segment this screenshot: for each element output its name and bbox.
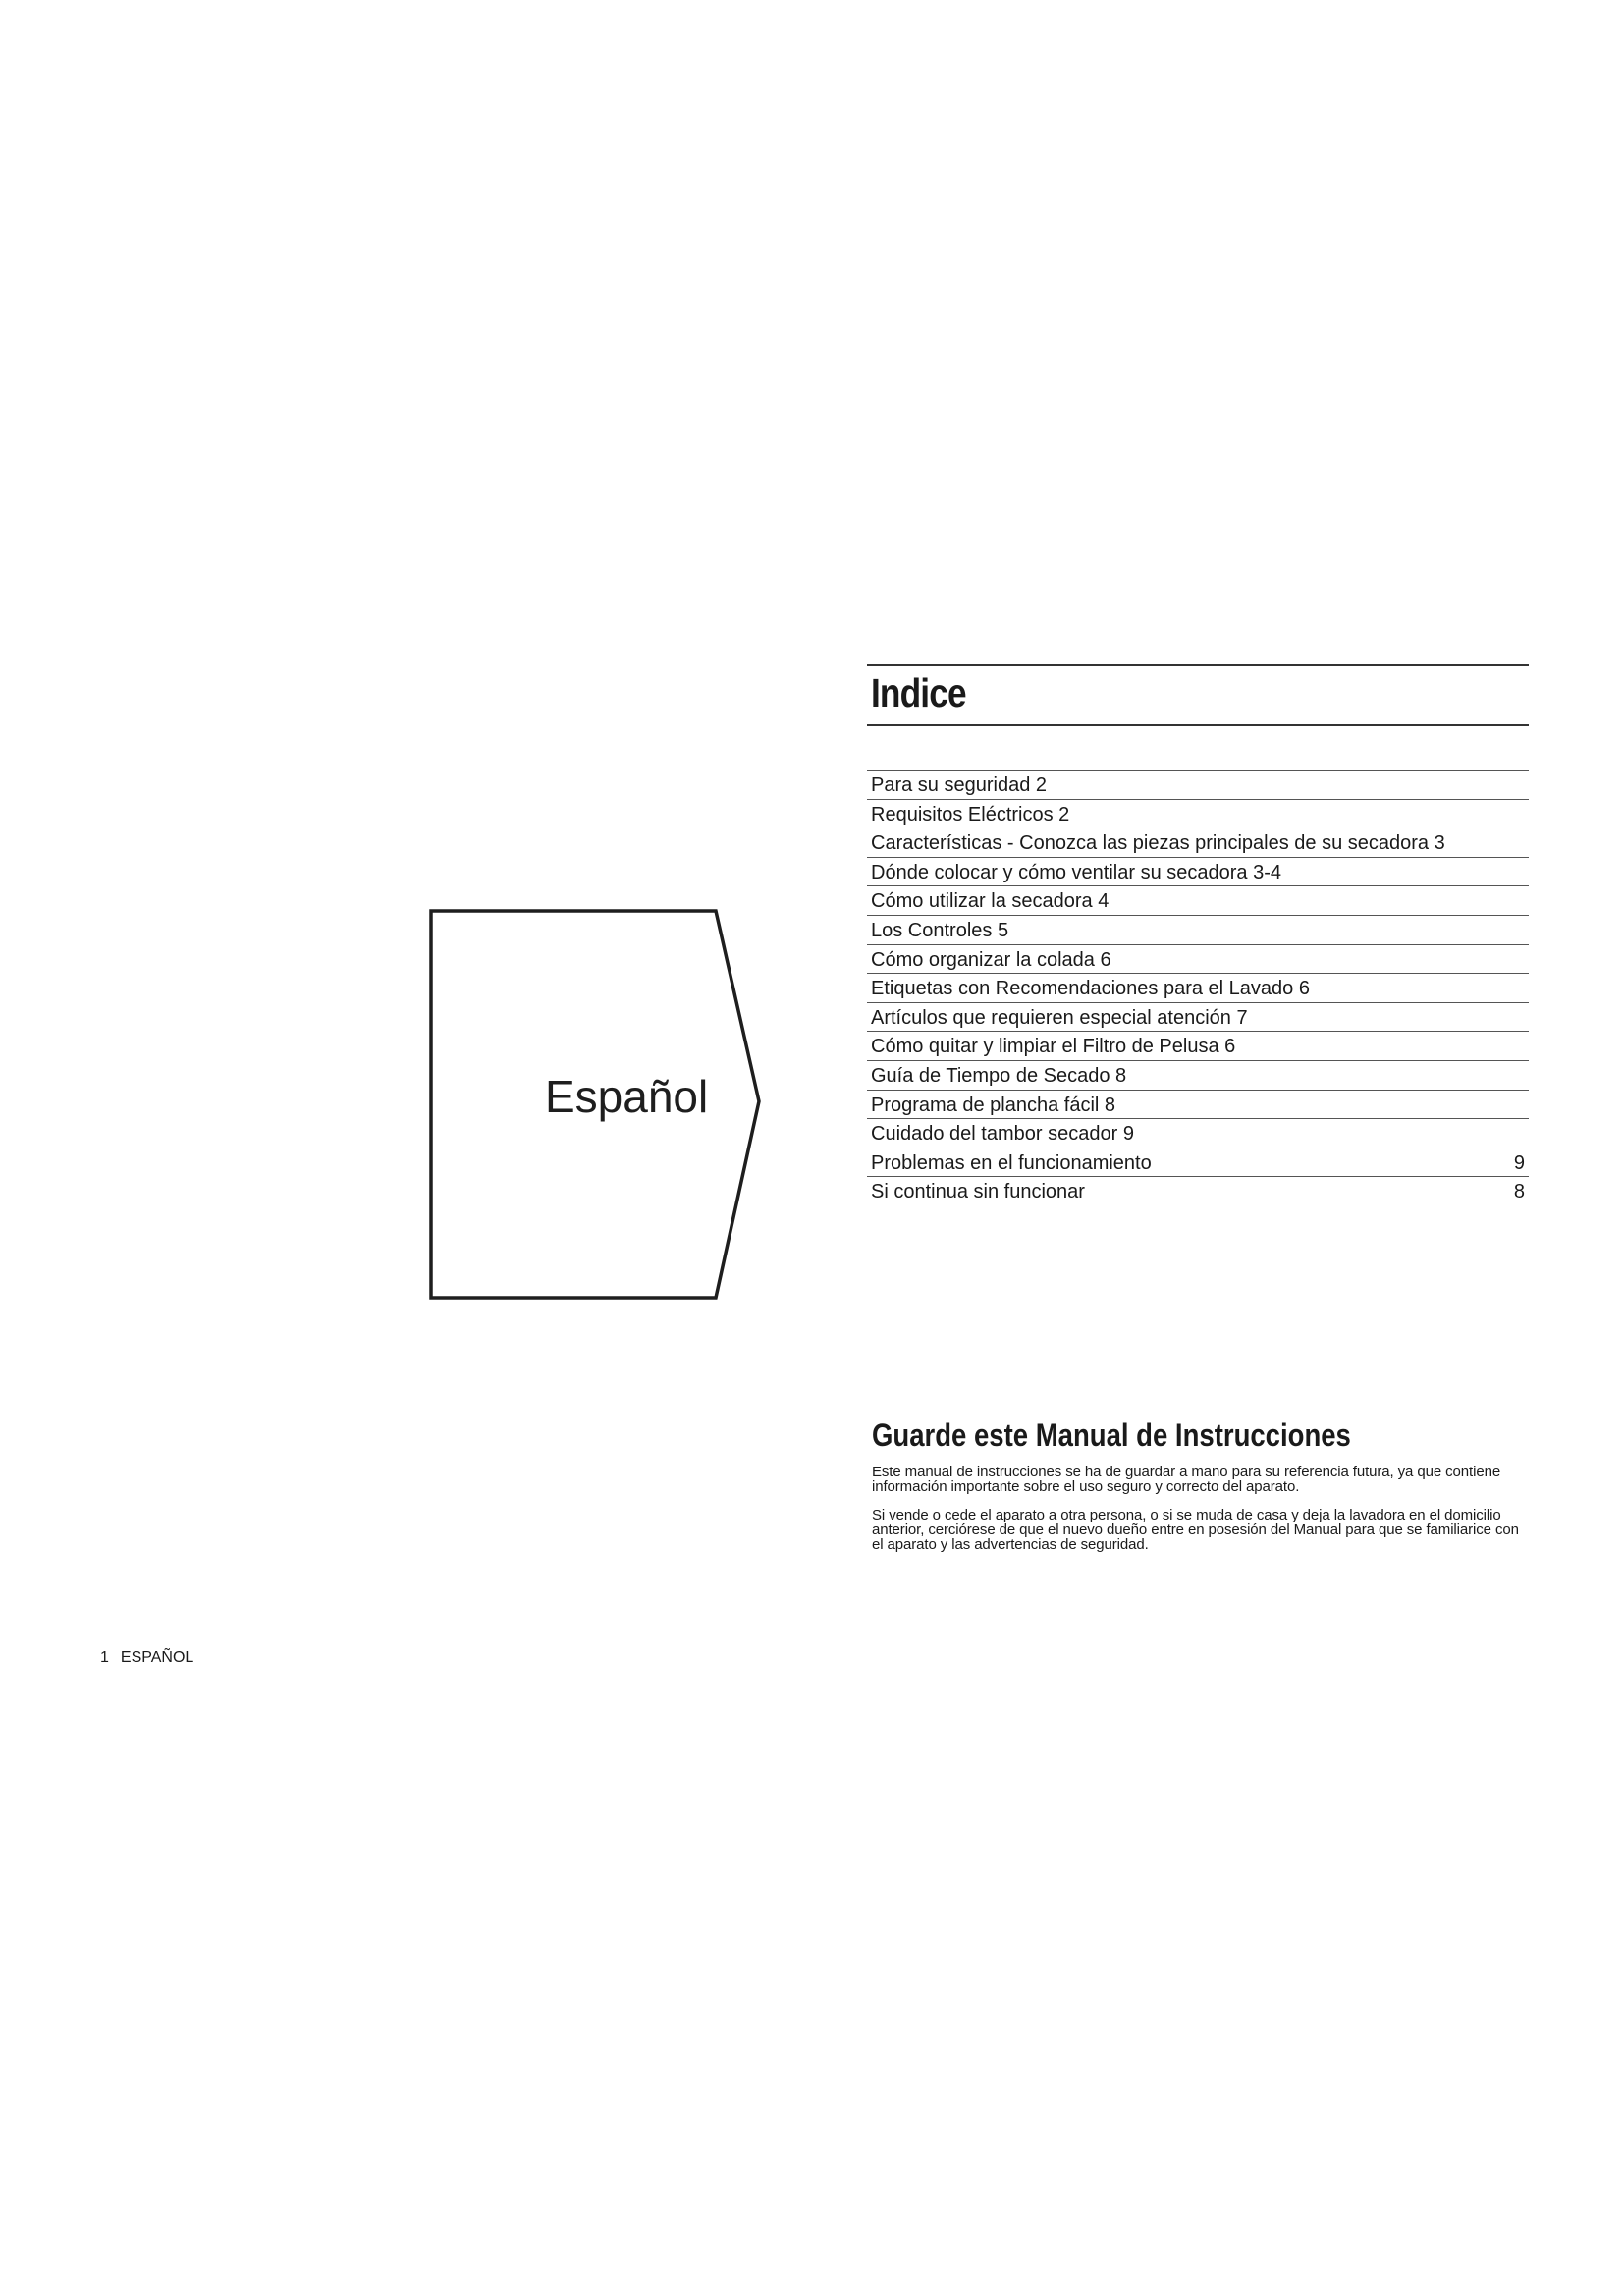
toc-item-text: Problemas en el funcionamiento (871, 1151, 1152, 1174)
toc-item-text: Características - Conozca las piezas principales de su secadora 3 (871, 832, 1445, 855)
toc-item-text: Guía de Tiempo de Secado 8 (871, 1064, 1127, 1087)
page-footer (100, 1649, 193, 1667)
toc-item-text: Programa de plancha fácil 8 (871, 1094, 1116, 1116)
toc-item (867, 771, 1529, 800)
page-number: 1 (100, 1649, 109, 1666)
toc-item-text: Para su seguridad 2 (871, 774, 1048, 796)
toc-item (867, 1148, 1529, 1178)
toc-item-text: Artículos que requieren especial atención 7 (871, 1006, 1248, 1029)
table-of-contents (867, 664, 1529, 1205)
toc-item (867, 1061, 1529, 1091)
toc-item (867, 1119, 1529, 1148)
toc-item (867, 916, 1529, 945)
toc-item-text: Los Controles 5 (871, 919, 1009, 941)
toc-item (867, 1003, 1529, 1033)
toc-item-page: 9 (1513, 1151, 1525, 1174)
toc-item-text: Si continua sin funcionar (871, 1181, 1085, 1203)
toc-item (867, 974, 1529, 1003)
save-manual-title: Guarde este Manual de Instrucciones (872, 1417, 1351, 1453)
toc-item-text: Etiquetas con Recomendaciones para el Lavado 6 (871, 978, 1310, 1000)
toc-item-text: Requisitos Eléctricos 2 (871, 803, 1070, 826)
toc-item (867, 1032, 1529, 1061)
language-tab-label: Español (545, 1071, 709, 1122)
toc-item-text: Cómo quitar y limpiar el Filtro de Pelusa 6 (871, 1036, 1236, 1058)
toc-item (867, 1091, 1529, 1120)
toc-item-text: Cómo utilizar la secadora 4 (871, 890, 1110, 913)
toc-list (867, 770, 1529, 1205)
save-manual-paragraph-1: Este manual de instrucciones se ha de guardar a mano para su referencia futura, ya que contiene información importante sobre el uso seguro y correcto del aparato. (872, 1464, 1501, 1495)
toc-item-page: 8 (1513, 1181, 1525, 1203)
toc-item (867, 858, 1529, 887)
save-manual-section (872, 1415, 1530, 1566)
toc-title: Indice (871, 670, 966, 716)
toc-item (867, 828, 1529, 858)
save-manual-paragraph-2: Si vende o cede el aparato a otra persona, o si se muda de casa y deja la lavadora en el domicilio anterior, cerciórese de que el nuevo dueño entre en posesión del Manual para que se familiarice con el aparato y las advertencias de seguridad. (872, 1507, 1519, 1553)
toc-item (867, 945, 1529, 975)
toc-item-text: Dónde colocar y cómo ventilar su secadora 3-4 (871, 861, 1281, 883)
toc-item (867, 800, 1529, 829)
toc-header (867, 664, 1529, 726)
toc-item (867, 1177, 1529, 1205)
toc-item-text: Cuidado del tambor secador 9 (871, 1123, 1134, 1146)
toc-item-text: Cómo organizar la colada 6 (871, 948, 1111, 971)
toc-item (867, 886, 1529, 916)
footer-section-label: ESPAÑOL (120, 1649, 194, 1666)
